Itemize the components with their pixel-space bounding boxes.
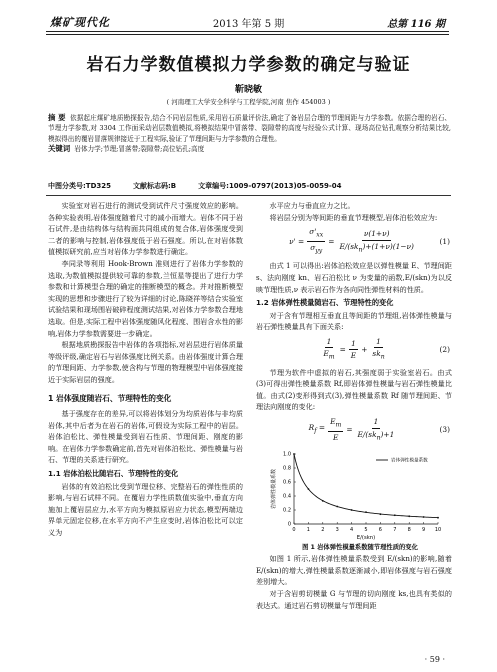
affiliation: ( 河南理工大学安全科学与工程学院,河南 焦作 454003 ) (166, 98, 331, 106)
paragraph: 根据地质勘探报告中岩体的各项指标,对岩层进行岩体质量等级评级,确定岩石与岩体强度比例关系。由岩体强度计算合理的节理间距、力学参数,使含构与节理的物理模型中岩体强度接近于实际岩层的强度。 (48, 340, 243, 384)
abstract-text: 依据起庄煤矿地质勘探报告,结合不同岩层性质,采用岩石质量评价法,确定了备岩层合理的节理间距与力学参数。依据合理的岩石、节理力学参数,对 3304 工作面采动岩层数值模拟,将模拟结果中冒落带、裂隙带的高度与经验公式计算、现场高位钻孔观察分析结果比较,模拟得出的覆岩冒落规律接近于工程实际,验证了节理间距与力学参数的合理性。 (48, 114, 451, 143)
paragraph: 由式 1 可以得出:岩体泊松效应是以弹性模量 E、节理间距 s、法向刚度 kn、岩石泊松比 ν 为变量的函数,E/(skn)为以反映节理性质,ν 表示岩石作为各向同性弹性材料的性质。 (256, 261, 452, 294)
chart-svg (256, 448, 452, 542)
left-column (48, 200, 243, 539)
y-tick-label: 0.4 (283, 493, 291, 500)
data-point (322, 500, 324, 502)
paper-title: 岩石力学数值模拟力学参数的确定与验证 (86, 55, 411, 75)
running-header (50, 10, 445, 30)
subsection-heading: 1.2 岩体弹性模量随岩石、节理特性的变化 (256, 298, 394, 308)
data-point (308, 488, 310, 490)
legend-entry: 岩体弹性模量系数 (391, 458, 428, 464)
paragraph: 实验室对岩石进行的测试受到试件尺寸强度效应的影响。各种实验表明,岩体强度随着尺寸的减小而增大。岩体不同于岩石试件,是由结构体与结构面共同组成的复合体,岩体强度受到二者的影响与控制,岩体强度低于岩石强度。所以,在对岩体数值模拟研究前,应当对岩体力学参数进行确定。 (48, 201, 243, 257)
abstract-label: 摘 要 (48, 113, 66, 122)
data-point (423, 516, 425, 518)
paragraph: 基于强度存在的差异,可以将岩体划分为均质岩体与非均质岩体,其中后者为在岩石的岩体,可假设为实际工程中的岩层。岩体泊松比、弹性模量受到岩石性质、节理间距、刚度的影响。在岩体力学参数确定前,首先对岩体泊松比、弹性模量与岩石、节理的关系进行研究。 (48, 409, 243, 465)
x-tick-label: 1 (306, 526, 310, 533)
figure-caption: 图 1 岩体弹性模量系数随节理性质的变化 (302, 543, 418, 551)
data-point (365, 511, 367, 513)
data-point (408, 515, 410, 517)
paragraph: 将岩层分别为等间距的垂直节理模型,岩体泊松效应为: (269, 212, 438, 222)
paragraph: 对于含有节理相互垂直且等间距的节理组,岩体弹性模量与岩石弹性模量具有下面关系: (256, 310, 452, 332)
x-tick-label: 7 (393, 526, 397, 533)
equation-1: ν' = $\frac{\sigma'_{xx}}{\sigma_{yy}}$ = $\frac{\nu(1+\nu)}{E/(sk_n)+(1+\nu)(1-\nu)}$ (1) (289, 227, 450, 255)
y-tick-label: 0.8 (283, 465, 291, 472)
data-point (380, 513, 382, 515)
x-tick-label: 2 (321, 526, 325, 533)
header-rule-thin (46, 34, 449, 35)
paragraph: 节理为软件中虚拟的岩石,其强度弱于实验室岩石。由式(3)可得出弹性模量系数 Rf,即岩体弹性模量与岩石弹性模量比值。由式(2)变形得到式(3),弹性模量系数 Rf 随节理间距、节理法向刚度的变化: (256, 367, 452, 412)
total-issue-label: 总第 116 期 (387, 19, 445, 30)
equation-number: (1) (439, 236, 450, 246)
subsection-heading: 1.1 岩体泊松比随岩石、节理特性的变化 (48, 469, 179, 479)
data-point (293, 453, 295, 455)
author: 靳晓敏 (234, 85, 262, 95)
x-tick-label: 9 (422, 526, 426, 533)
issue-label: 2013 年第 5 期 (212, 19, 285, 30)
y-tick-label: 0 (287, 521, 291, 528)
x-tick-label: 6 (378, 526, 382, 533)
x-tick-label: 4 (350, 526, 354, 533)
paragraph: 岩体的有效泊松比受到节理位移、完整岩石的弹性性质的影响,与岩石试样不同。在覆岩力学性质数值实验中,垂直方向施加上覆岩层应力,水平方向为模拟原岩应力状态,模型两端边界单元固定位移,在水平方向不产生应变时,岩体泊松比可以定义为 (48, 481, 243, 538)
x-tick-label: 8 (407, 526, 411, 533)
x-tick-label: 10 (434, 526, 442, 533)
abstract-block (48, 113, 451, 155)
data-point (437, 516, 439, 518)
data-point (351, 509, 353, 511)
abstract-divider (46, 195, 451, 196)
classification-meta (48, 181, 448, 191)
figure-1 (256, 448, 452, 542)
equation-number: (3) (439, 424, 450, 434)
right-column (256, 200, 452, 611)
x-tick-label: 5 (364, 526, 368, 533)
page-number: · 59 · (424, 655, 445, 664)
x-tick-label: 3 (335, 526, 339, 533)
paragraph: 对于含岩剪切模量 G 与节理的切向刚度 ks,也具有类似的表达式。通过岩石剪切模量与节理间距 (256, 588, 452, 610)
x-tick-label: 0 (292, 526, 296, 533)
y-axis-label: 岩体弹性模量系数 (271, 468, 277, 509)
journal-name: 煤矿现代化 (50, 16, 110, 29)
y-tick-label: 0.2 (283, 507, 291, 514)
header-rule (46, 31, 449, 32)
x-axis-label: E/(skn) (356, 534, 376, 541)
keywords-text: 岩体力学;节理;冒落带;裂隙带;高位钻孔;高度 (74, 145, 205, 154)
paragraph: 李同录等利用 Hook-Brown 准则进行了岩体力学参数的选取,为数值模拟提供较可靠的参数,兰恒星等提出了进行力学参数和计算模型合理的确定的推断模型的概念。并对推断模型实现的思想和步骤进行了较为详细的讨论,陈晓祥等结合实验室试验结果和现场围岩破碎程度测试结果,对岩体力学参数合理地选取。但是,实际工程中岩体强度随风化程度、围岩含水性的影响,岩体力学参数需要进一步确定。 (48, 258, 243, 338)
y-tick-label: 1.0 (283, 451, 291, 458)
data-point (336, 505, 338, 507)
paragraph: 如图 1 所示,岩体弹性模量系数受到 E/(skn)的影响,随着 E/(skn)的增大,弹性模量系数逐渐减小,即岩体强度与岩石强度差别增大。 (256, 554, 452, 587)
y-tick-label: 0.6 (283, 479, 291, 486)
equation-2: $\frac{1}{E_m}$ = $\frac{1}{E}$ + $\frac{1}{sk_n}$ (2) (323, 336, 450, 361)
section-heading: 1 岩体强度随岩石、节理特性的变化 (48, 393, 172, 403)
equation-number: (2) (439, 344, 450, 354)
equation-3: $R_f$ = $\frac{E_m}{E}$ = $\frac{1}{E/(sk_n)+1}$ (3) (308, 416, 450, 442)
paragraph: 水平应力与垂直应力之比。 (269, 201, 355, 210)
article-number: 文章编号:1009-0797(2013)05-0059-04 (198, 182, 342, 190)
document-code: 文献标志码:B (133, 182, 177, 190)
keywords-label: 关键词 (48, 144, 71, 154)
clc-number: 中图分类号:TD325 (48, 182, 111, 190)
data-point (394, 514, 396, 516)
